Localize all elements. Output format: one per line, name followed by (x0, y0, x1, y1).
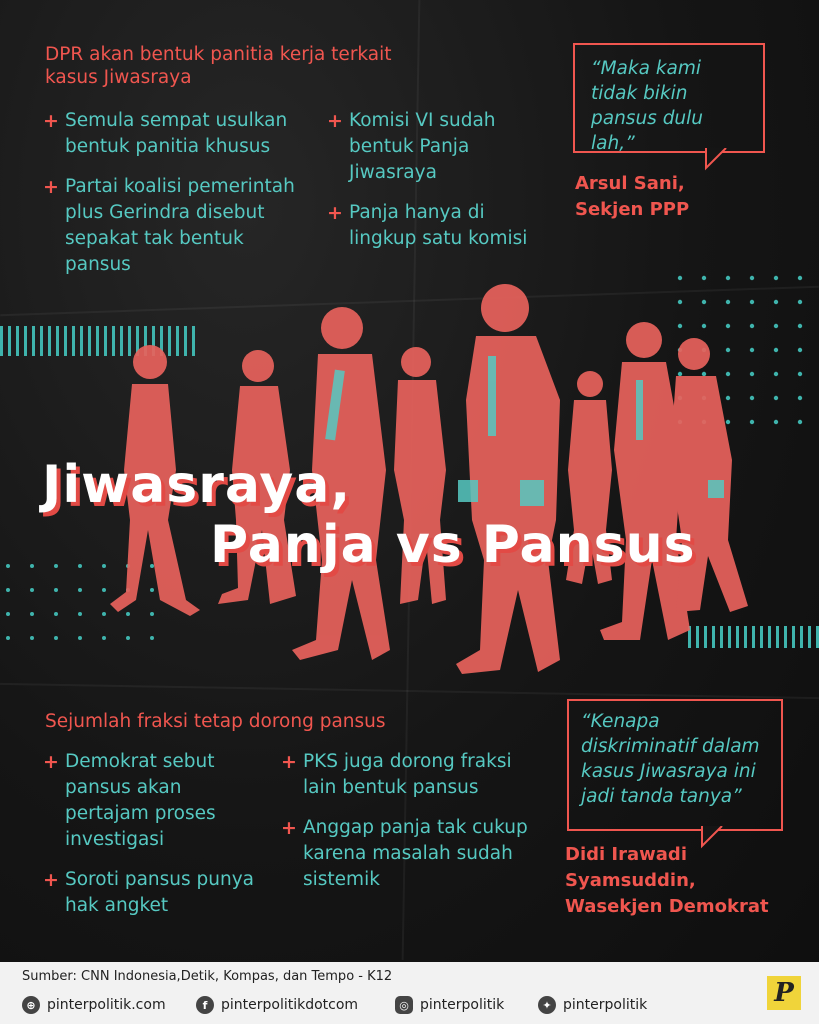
decorative-dot (750, 348, 754, 352)
bullet-text: Komisi VI sudah bentuk Panja Jiwasraya (349, 110, 496, 183)
footer-link-twitter[interactable] (538, 995, 647, 1015)
author-name-line: Didi Irawadi (565, 844, 687, 865)
top-left-bullet-list (43, 108, 313, 292)
footer-bar (0, 962, 819, 1024)
bottom-left-bullet-list (43, 749, 263, 933)
decorative-dot (798, 324, 802, 328)
plus-icon: + (43, 176, 59, 198)
bottom-section-title: Sejumlah fraksi tetap dorong pansus (45, 711, 386, 732)
decorative-dot (726, 300, 730, 304)
bullet-text: Partai koalisi pemerintah plus Gerindra disebut sepakat tak bentuk pansus (65, 176, 295, 275)
decorative-dot (102, 588, 106, 592)
decorative-dot (774, 420, 778, 424)
decorative-dot (54, 612, 58, 616)
author-role-line: Sekjen PPP (575, 199, 690, 220)
decorative-dot (798, 276, 802, 280)
bullet-text: Demokrat sebut pansus akan pertajam proses investigasi (65, 751, 216, 850)
facebook-icon: f (196, 996, 214, 1014)
decorative-dot (726, 372, 730, 376)
footer-link-label: pinterpolitik (563, 997, 648, 1013)
decorative-dot (30, 564, 34, 568)
bullet-item (43, 108, 313, 160)
decorative-dot (750, 420, 754, 424)
bottom-right-bullet-list (281, 749, 531, 907)
decorative-dot (726, 348, 730, 352)
decorative-dot (798, 372, 802, 376)
decorative-dot (150, 612, 154, 616)
speech-bubble-tail-icon (704, 148, 744, 172)
decorative-dot (126, 612, 130, 616)
decorative-dot (678, 276, 682, 280)
quote-text-top: “Maka kami tidak bikin pansus dulu lah,” (591, 58, 704, 154)
decorative-dot (750, 372, 754, 376)
decorative-dot (54, 588, 58, 592)
top-title-line1: DPR akan bentuk panitia kerja terkait (45, 44, 392, 65)
footer-link-label: pinterpolitik.com (47, 997, 166, 1013)
decorative-dot (678, 324, 682, 328)
top-right-bullet-list (327, 108, 537, 266)
decorative-dot (54, 564, 58, 568)
decorative-dot (726, 420, 730, 424)
decorative-dot (750, 396, 754, 400)
decorative-dot (678, 300, 682, 304)
quote-author-top (575, 171, 689, 223)
bullet-item (43, 174, 313, 278)
plus-icon: + (43, 110, 59, 132)
decorative-dot (774, 348, 778, 352)
quote-author-bottom (565, 842, 769, 920)
footer-link-label: pinterpolitikdotcom (221, 997, 359, 1013)
decorative-dot (30, 636, 34, 640)
decorative-dot (750, 276, 754, 280)
decorative-dot (102, 612, 106, 616)
bullet-text: Panja hanya di lingkup satu komisi (349, 202, 528, 249)
decorative-dot (30, 612, 34, 616)
decorative-dot (798, 396, 802, 400)
decorative-dot (798, 300, 802, 304)
decorative-dot (150, 636, 154, 640)
plus-icon: + (43, 869, 59, 891)
decorative-dot (78, 564, 82, 568)
decorative-dot (78, 612, 82, 616)
bullet-text: Semula sempat usulkan bentuk panitia khusus (65, 110, 288, 157)
decorative-dot (78, 588, 82, 592)
author-role-line: Wasekjen Demokrat (565, 896, 769, 917)
decorative-dot (78, 636, 82, 640)
quote-text-bottom: “Kenapa diskriminatif dalam kasus Jiwasraya ini jadi tanda tanya” (581, 711, 760, 807)
bullet-item (327, 200, 537, 252)
plus-icon: + (327, 202, 343, 224)
decorative-dot (726, 324, 730, 328)
person-silhouette (456, 284, 560, 674)
footer-link-label: pinterpolitik (420, 997, 505, 1013)
bullet-text: Soroti pansus punya hak angket (65, 869, 255, 916)
plus-icon: + (43, 751, 59, 773)
decorative-dot (30, 588, 34, 592)
plus-icon: + (281, 751, 297, 773)
decorative-dot (102, 636, 106, 640)
top-section-title (45, 43, 392, 89)
decorative-dot (774, 396, 778, 400)
bullet-item (281, 749, 531, 801)
author-name-line: Arsul Sani, (575, 173, 685, 194)
stripe-band-left (0, 326, 195, 356)
instagram-icon: ◎ (395, 996, 413, 1014)
decorative-dot (774, 276, 778, 280)
quote-box-top (573, 43, 765, 153)
top-title-line2: kasus Jiwasraya (45, 67, 192, 88)
decorative-dot (150, 564, 154, 568)
decorative-dot (798, 420, 802, 424)
decorative-dot (702, 324, 706, 328)
decorative-dot (6, 588, 10, 592)
decorative-dot (726, 396, 730, 400)
decorative-dot (774, 324, 778, 328)
pinterpolitik-logo: P (767, 976, 801, 1010)
quote-box-bottom (567, 699, 783, 831)
decorative-dot (126, 636, 130, 640)
bullet-item (281, 815, 531, 893)
decorative-dot (750, 300, 754, 304)
decorative-dot (54, 636, 58, 640)
decorative-dot (6, 564, 10, 568)
decorative-dot (798, 348, 802, 352)
bullet-item (43, 867, 263, 919)
decorative-dot (702, 372, 706, 376)
decorative-dot (726, 276, 730, 280)
footer-link-website[interactable] (22, 995, 166, 1015)
decorative-dot (102, 564, 106, 568)
plus-icon: + (281, 817, 297, 839)
decorative-dot (6, 636, 10, 640)
headline-line2: Panja vs Pansus (210, 515, 696, 575)
headline-line1: Jiwasraya, (42, 455, 352, 515)
decorative-dot (702, 300, 706, 304)
decorative-dot (6, 612, 10, 616)
author-name-line: Syamsuddin, (565, 870, 696, 891)
decorative-dot (750, 324, 754, 328)
decorative-dot (702, 276, 706, 280)
plus-icon: + (327, 110, 343, 132)
decorative-dot (774, 300, 778, 304)
footer-link-instagram[interactable] (395, 995, 504, 1015)
footer-link-facebook[interactable] (196, 995, 358, 1015)
decorative-dot (774, 372, 778, 376)
bullet-item (327, 108, 537, 186)
source-credit: Sumber: CNN Indonesia,Detik, Kompas, dan Tempo - K12 (22, 969, 393, 984)
decorative-dot (150, 588, 154, 592)
stripe-band-right (688, 626, 819, 648)
decorative-dot (678, 372, 682, 376)
bullet-text: Anggap panja tak cukup karena masalah sudah sistemik (303, 817, 528, 890)
bullet-item (43, 749, 263, 853)
twitter-icon: ✦ (538, 996, 556, 1014)
bullet-text: PKS juga dorong fraksi lain bentuk pansus (303, 751, 512, 798)
globe-icon: ⊕ (22, 996, 40, 1014)
